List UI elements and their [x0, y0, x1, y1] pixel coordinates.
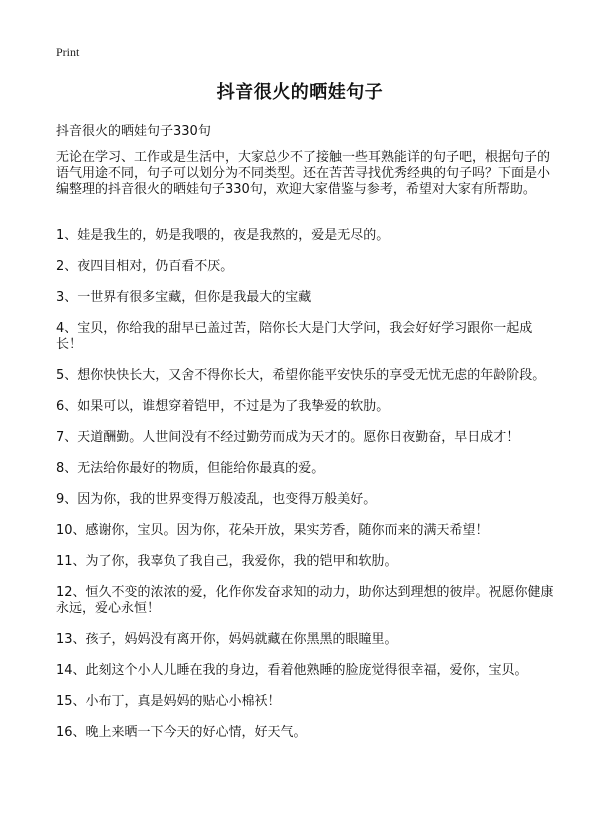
list-item: 12、恒久不变的浓浓的爱，化作你发奋求知的动力，助你达到理想的彼岸。祝愿你健康永远，爱心永恒！ [56, 585, 554, 616]
list-item: 15、小布丁，真是妈妈的贴心小棉袄！ [56, 694, 281, 709]
page-title: 抖音很火的晒娃句子 [216, 82, 384, 103]
list-item: 7、天道酬勤。人世间没有不经过勤劳而成为天才的。愿你日夜勤奋，早日成才！ [56, 430, 520, 445]
list-item: 9、因为你，我的世界变得万般凌乱，也变得万般美好。 [56, 492, 377, 507]
list-item: 11、为了你，我辜负了我自己，我爱你，我的铠甲和软肋。 [56, 554, 398, 569]
list-item: 10、感谢你，宝贝。因为你，花朵开放，果实芳香，随你而来的满天希望！ [56, 523, 489, 538]
list-item: 16、晚上来晒一下今天的好心情，好天气。 [56, 725, 307, 740]
sentence-list [56, 228, 554, 756]
list-item: 4、宝贝，你给我的甜早已盖过苦，陪你长大是门大学问，我会好好学习跟你一起成长！ [56, 321, 533, 352]
document-subtitle: 抖音很火的晒娃句子330句 [56, 124, 211, 139]
list-item: 14、此刻这个小人儿睡在我的身边，看着他熟睡的脸庞觉得很幸福，爱你，宝贝。 [56, 663, 528, 678]
list-item: 5、想你快快长大，又舍不得你长大，希望你能平安快乐的享受无忧无虑的年龄阶段。 [56, 368, 546, 383]
list-item: 13、孩子，妈妈没有离开你，妈妈就藏在你黑黑的眼瞳里。 [56, 632, 398, 647]
list-item: 8、无法给你最好的物质，但能给你最真的爱。 [56, 461, 325, 476]
intro-paragraph: 无论在学习、工作或是生活中，大家总少不了接触一些耳熟能详的句子吧，根据句子的语气用途不同，句子可以划分为不同类型。还在苦苦寻找优秀经典的句子吗？下面是小编整理的抖音很火的晒娃句子330句，欢迎大家借鉴与参考，希望对大家有所帮助。 [56, 150, 551, 197]
list-item: 3、一世界有很多宝藏，但你是我最大的宝藏 [56, 290, 312, 305]
list-item: 1、娃是我生的，奶是我喂的，夜是我熬的，爱是无尽的。 [56, 228, 390, 243]
list-item: 6、如果可以，谁想穿着铠甲，不过是为了我挚爱的软肋。 [56, 399, 390, 414]
list-item: 2、夜四目相对，仍百看不厌。 [56, 259, 234, 274]
print-link[interactable]: Print [56, 45, 80, 59]
